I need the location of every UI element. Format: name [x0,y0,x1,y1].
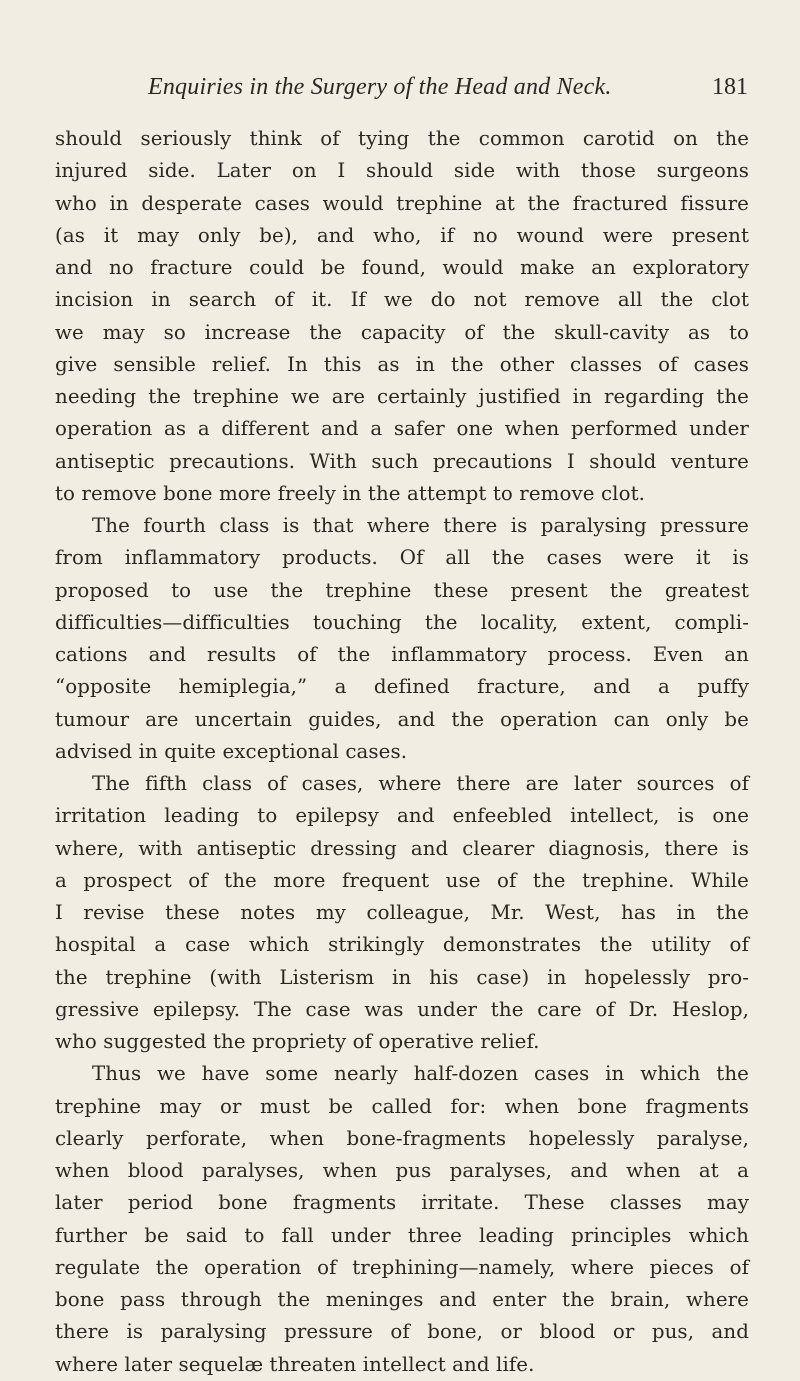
text-line: when blood paralyses, when pus paralyses, and when at a [55,1159,749,1182]
text-line: who in desperate cases would trephine at the fractured fissure [55,191,749,215]
text-line: give sensible relief. In this as in the other classes of cases [55,352,749,376]
text-line: trephine may or must be called for: when bone fragments [55,1094,749,1118]
text-line: should seriously think of tying the common carotid on the [55,127,749,150]
paragraph-first-line: The fifth class of cases, where there are later sources of [92,772,749,795]
text-line: and no fracture could be found, would make an exploratory [55,256,749,279]
page-number: 181 [712,74,748,100]
text-line: from inflammatory products. Of all the cases were it is [55,546,749,570]
text-line: injured side. Later on I should side with those surgeons [55,159,749,183]
text-line: who suggested the propriety of operative relief. [55,1030,540,1053]
running-head [148,70,748,104]
text-line: where later sequelæ threaten intellect and life. [55,1352,535,1376]
text-line: “opposite hemiplegia,” a defined fracture, and a puffy [55,675,749,699]
body-text [55,123,749,1381]
text-line: there is paralysing pressure of bone, or blood or pus, and [55,1320,749,1344]
text-line: further be said to fall under three leading principles which [55,1223,749,1247]
text-line: where, with antiseptic dressing and clearer diagnosis, there is [55,836,749,860]
text-line: gressive epilepsy. The case was under the care of Dr. Heslop, [55,997,749,1021]
paragraph-first-line: Thus we have some nearly half-dozen cases in which the [92,1062,749,1086]
text-line: a prospect of the more frequent use of the trephine. While [55,868,749,892]
text-line: operation as a different and a safer one when performed under [55,417,749,441]
text-line: bone pass through the meninges and enter the brain, where [55,1288,749,1311]
text-line: irritation leading to epilepsy and enfeebled intellect, is one [55,804,749,828]
text-line: difficulties—difficulties touching the locality, extent, compli- [55,610,749,634]
text-line: antiseptic precautions. With such precautions I should venture [55,449,749,473]
text-line: hospital a case which strikingly demonstrates the utility of [55,933,749,957]
text-line: the trephine (with Listerism in his case) in hopelessly pro- [55,965,749,989]
text-line: clearly perforate, when bone-fragments hopelessly paralyse, [55,1126,749,1150]
text-line: regulate the operation of trephining—namely, where pieces of [55,1255,749,1279]
running-title: Enquiries in the Surgery of the Head and Neck. [148,74,612,100]
paragraph-first-line: The fourth class is that where there is paralysing pressure [92,514,749,537]
text-line: advised in quite exceptional cases. [55,739,408,763]
text-line: (as it may only be), and who, if no wound were present [55,223,749,247]
text-line: later period bone fragments irritate. These classes may [55,1191,749,1215]
text-line: to remove bone more freely in the attempt to remove clot. [55,481,646,505]
text-line: incision in search of it. If we do not remove all the clot [55,288,749,312]
text-line: needing the trephine we are certainly justified in regarding the [55,385,749,408]
text-line: we may so increase the capacity of the skull-cavity as to [55,320,749,344]
text-line: I revise these notes my colleague, Mr. West, has in the [55,901,749,924]
text-line: cations and results of the inflammatory process. Even an [55,643,749,666]
text-line: tumour are uncertain guides, and the operation can only be [55,707,749,731]
text-line: proposed to use the trephine these present the greatest [55,578,749,602]
